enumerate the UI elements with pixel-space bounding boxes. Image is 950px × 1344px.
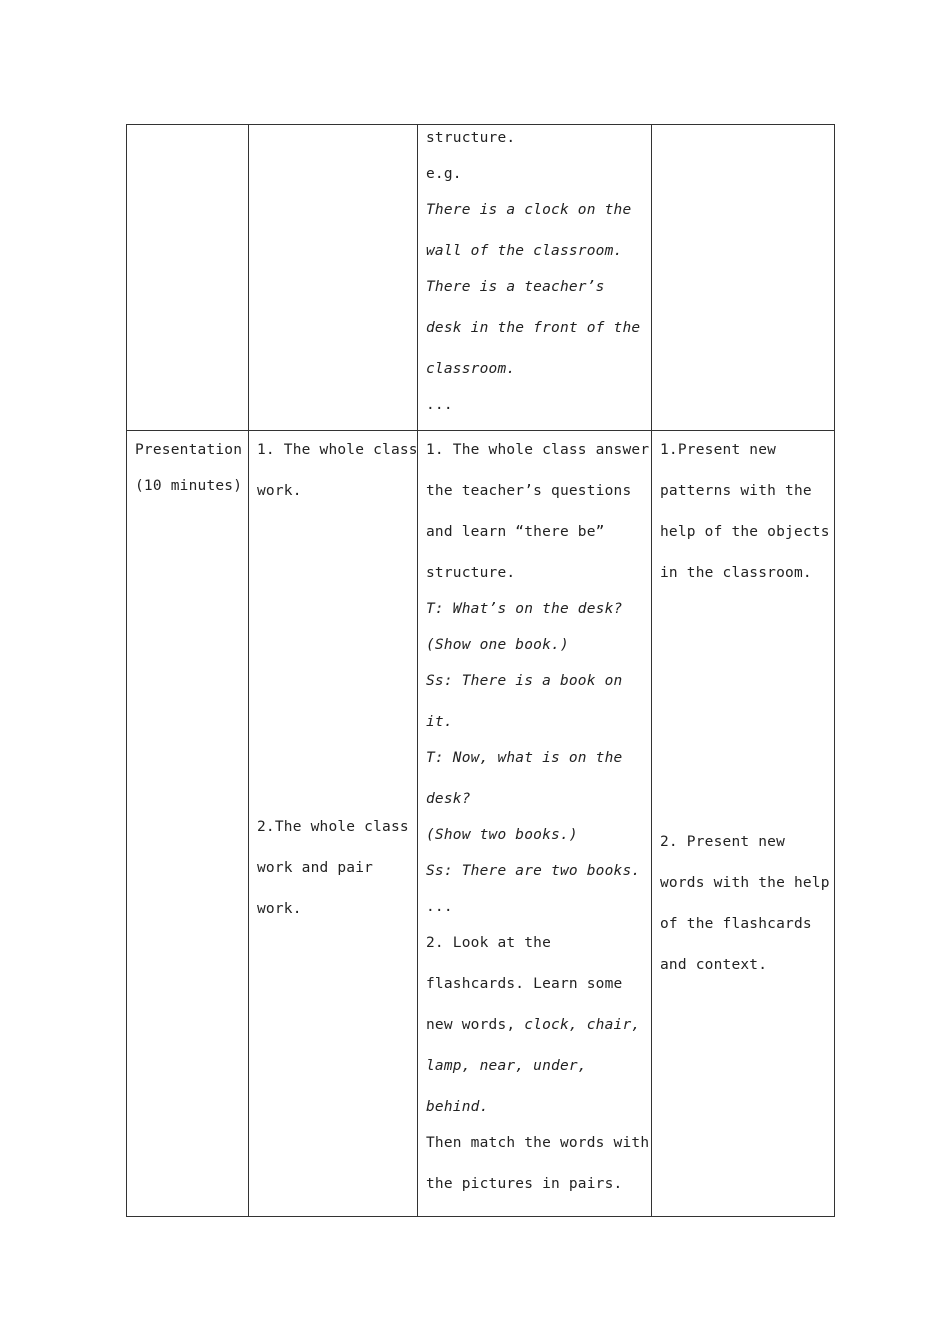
organization-line: work. [257, 483, 302, 499]
activity-line: the pictures in pairs. [426, 1176, 623, 1192]
activity-line: Ss: There is a book on [426, 673, 623, 689]
purpose-line: and context. [660, 957, 768, 973]
activity-line: 1. The whole class answer [426, 442, 650, 458]
activity-line: T: What’s on the desk? [426, 601, 623, 617]
purpose-line: 1.Present new [660, 442, 777, 458]
activities-cell [418, 125, 652, 431]
activity-line: There is a clock on the [426, 202, 632, 218]
organization-line: 1. The whole class [257, 442, 418, 458]
stage-line: Presentation [135, 442, 243, 458]
activity-line: the teacher’s questions [426, 483, 632, 499]
purpose-line: in the classroom. [660, 565, 812, 581]
table-row-continued [127, 125, 835, 431]
stage-cell [127, 125, 249, 431]
activity-line: lamp, near, under, [426, 1058, 587, 1074]
activity-line: 2. Look at the [426, 935, 552, 951]
activity-line: classroom. [426, 361, 516, 377]
lesson-plan-table [126, 124, 835, 1217]
table-row-presentation [127, 431, 835, 1217]
activity-line: desk in the front of the [426, 320, 641, 336]
organization-line: 2.The whole class [257, 819, 409, 835]
organization-cell [249, 431, 418, 1217]
activity-line: Ss: There are two books. [426, 863, 641, 879]
purpose-line: 2. Present new [660, 834, 786, 850]
activity-line: desk? [426, 791, 471, 807]
purpose-cell [652, 125, 835, 431]
activity-line: T: Now, what is on the [426, 750, 623, 766]
activity-line: structure. [426, 130, 516, 146]
activity-line: (Show one book.) [426, 637, 569, 653]
activity-line: it. [426, 714, 453, 730]
activity-line: e.g. [426, 166, 462, 182]
activity-line: (Show two books.) [426, 827, 578, 843]
activity-line [426, 1016, 640, 1034]
line-segment: clock, chair, [524, 1017, 641, 1033]
activities-cell [418, 431, 652, 1217]
activity-line: behind. [426, 1099, 489, 1115]
purpose-cell [652, 431, 835, 1217]
activity-line: ... [426, 899, 453, 915]
purpose-line: words with the help [660, 875, 830, 891]
organization-line: work and pair [257, 860, 374, 876]
organization-line: work. [257, 901, 302, 917]
purpose-line: patterns with the [660, 483, 812, 499]
activity-line: structure. [426, 565, 516, 581]
activity-line: ... [426, 397, 453, 413]
activity-line: wall of the classroom. [426, 243, 623, 259]
stage-cell [127, 431, 249, 1217]
stage-line: (10 minutes) [135, 478, 243, 494]
organization-cell [249, 125, 418, 431]
activity-line: flashcards. Learn some [426, 976, 623, 992]
activity-line: and learn “there be” [426, 524, 605, 540]
activity-line: There is a teacher’s [426, 279, 605, 295]
purpose-line: of the flashcards [660, 916, 812, 932]
purpose-line: help of the objects [660, 524, 830, 540]
line-segment: new words, [426, 1017, 525, 1033]
activity-line: Then match the words with [426, 1135, 650, 1151]
